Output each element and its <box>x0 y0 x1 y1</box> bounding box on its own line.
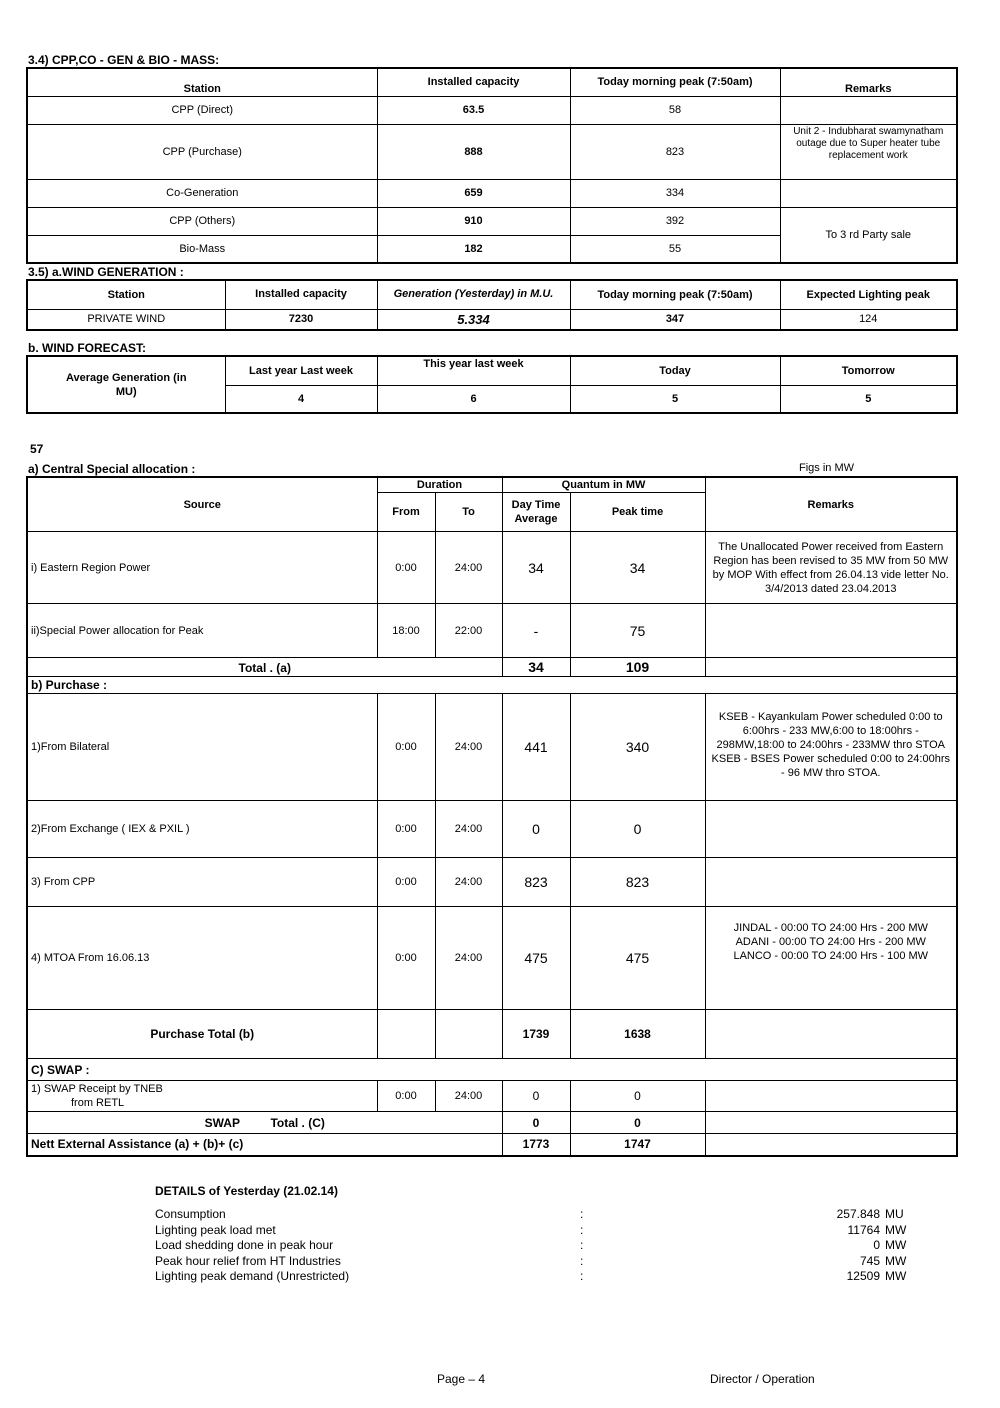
wind-peak: 347 <box>570 309 780 330</box>
swap-total-label-a: SWAP <box>204 1115 240 1130</box>
to-cell: 24:00 <box>435 858 502 907</box>
cpp-header-peak: Today morning peak (7:50am) <box>570 68 780 96</box>
forecast-header: Today <box>570 356 780 385</box>
forecast-row-label: Average Generation (in MU) <box>27 356 225 413</box>
total-a-avg: 34 <box>502 658 570 677</box>
total-a-remarks <box>705 658 957 677</box>
avg-cell: - <box>502 604 570 658</box>
detail-unit: MW <box>885 1253 907 1268</box>
details-heading: DETAILS of Yesterday (21.02.14) <box>155 1184 338 1198</box>
avg-cell: 34 <box>502 532 570 604</box>
from-cell: 0:00 <box>377 694 435 801</box>
forecast-table <box>26 355 958 414</box>
wind-heading: 3.5) a.WIND GENERATION : <box>28 265 184 279</box>
peak-cell: 475 <box>570 907 705 1010</box>
cpp-peak: 334 <box>570 179 780 207</box>
detail-unit: MU <box>885 1207 904 1221</box>
detail-unit: MW <box>885 1222 907 1237</box>
swap-source-line1: 1) SWAP Receipt by TNEB <box>31 1083 163 1095</box>
forecast-header: Tomorrow <box>780 356 957 385</box>
detail-value: 257.848 <box>836 1207 880 1221</box>
source-cell: ii)Special Power allocation for Peak <box>27 604 377 658</box>
detail-sep: : <box>580 1253 584 1268</box>
from-cell: 0:00 <box>377 532 435 604</box>
wind-capacity: 7230 <box>225 309 377 330</box>
swap-total-avg: 0 <box>502 1112 570 1134</box>
avg-cell: 475 <box>502 907 570 1010</box>
purchase-heading: b) Purchase : <box>27 677 957 694</box>
nett-avg: 1773 <box>502 1134 570 1156</box>
to-cell: 24:00 <box>435 1081 502 1112</box>
to-cell: 24:00 <box>435 694 502 801</box>
source-cell: 4) MTOA From 16.06.13 <box>27 907 377 1010</box>
detail-value: 11764 <box>847 1222 880 1237</box>
total-a-peak: 109 <box>570 658 705 677</box>
from-cell: 18:00 <box>377 604 435 658</box>
remarks-cell <box>705 604 957 658</box>
peak-cell: 823 <box>570 858 705 907</box>
swap-total-label <box>27 1112 502 1134</box>
cpp-station: Bio-Mass <box>27 235 377 263</box>
purchase-total-from <box>377 1010 435 1059</box>
detail-sep: : <box>580 1207 584 1221</box>
remarks-cell: KSEB - Kayankulam Power scheduled 0:00 to 6:00hrs - 233 MW,6:00 to 18:00hrs - 298MW,18:00 to 24:00hrs - 233MW thro STOA KSEB - BSES Power scheduled 0:00 to 24:00hrs - 96 MW thro STOA. <box>705 694 957 801</box>
detail-unit: MW <box>885 1238 907 1252</box>
forecast-header: This year last week <box>377 356 570 385</box>
forecast-header: Last year Last week <box>225 356 377 385</box>
detail-unit: MW <box>885 1269 907 1283</box>
wind-table <box>26 279 958 331</box>
nett-peak: 1747 <box>570 1134 705 1156</box>
forecast-value: 5 <box>780 385 957 413</box>
cpp-remarks: To 3 rd Party sale <box>780 207 957 263</box>
detail-sep: : <box>580 1269 584 1283</box>
detail-sep: : <box>580 1222 584 1237</box>
swap-source-line2: from RETL <box>71 1097 125 1109</box>
purchase-total-remarks <box>705 1010 957 1059</box>
detail-label: Lighting peak demand (Unrestricted) <box>155 1269 350 1283</box>
wind-header-station: Station <box>27 280 225 309</box>
to-cell: 24:00 <box>435 532 502 604</box>
cpp-capacity: 182 <box>377 235 570 263</box>
cpp-capacity: 888 <box>377 124 570 179</box>
peak-cell: 75 <box>570 604 705 658</box>
source-cell: i) Eastern Region Power <box>27 532 377 604</box>
detail-value: 0 <box>873 1238 880 1252</box>
swap-total-label-b: Total . (C) <box>270 1115 325 1130</box>
header-source: Source <box>27 477 377 532</box>
detail-sep: : <box>580 1238 584 1252</box>
cpp-remarks <box>780 96 957 124</box>
forecast-value: 4 <box>225 385 377 413</box>
detail-value: 745 <box>859 1253 880 1268</box>
swap-heading: C) SWAP : <box>27 1059 957 1081</box>
nett-remarks <box>705 1134 957 1156</box>
wind-header-generation: Generation (Yesterday) in M.U. <box>377 280 570 309</box>
central-allocation-heading: a) Central Special allocation : <box>28 462 196 476</box>
remarks-cell <box>705 858 957 907</box>
signature: Director / Operation <box>710 1372 815 1386</box>
source-cell: 1)From Bilateral <box>27 694 377 801</box>
remarks-cell: The Unallocated Power received from Eastern Region has been revised to 35 MW from 50 MW by MOP With effect from 26.04.13 vide letter No. 3/4/2013 dated 23.04.2013 <box>705 532 957 604</box>
cpp-peak: 55 <box>570 235 780 263</box>
purchase-total-label: Purchase Total (b) <box>27 1010 377 1059</box>
detail-value: 12509 <box>846 1269 880 1283</box>
from-cell: 0:00 <box>377 907 435 1010</box>
swap-total-peak: 0 <box>570 1112 705 1134</box>
purchase-total-peak: 1638 <box>570 1010 705 1059</box>
cpp-table <box>26 67 958 264</box>
cpp-header-remarks: Remarks <box>780 68 957 96</box>
header-day-avg: Day Time Average <box>502 493 570 532</box>
details-units <box>885 1207 925 1285</box>
peak-cell: 34 <box>570 532 705 604</box>
header-quantum: Quantum in MW <box>502 477 705 493</box>
forecast-value: 5 <box>570 385 780 413</box>
source-cell: 3) From CPP <box>27 858 377 907</box>
wind-generation: 5.334 <box>377 309 570 330</box>
cpp-remarks <box>780 179 957 207</box>
cpp-header-station: Station <box>27 68 377 96</box>
peak-cell: 340 <box>570 694 705 801</box>
swap-source-cell <box>27 1081 377 1112</box>
purchase-total-avg: 1739 <box>502 1010 570 1059</box>
section-number: 57 <box>30 442 44 456</box>
cpp-station: CPP (Others) <box>27 207 377 235</box>
purchase-total-to <box>435 1010 502 1059</box>
forecast-heading: b. WIND FORECAST: <box>28 341 146 355</box>
header-from: From <box>377 493 435 532</box>
from-cell: 0:00 <box>377 1081 435 1112</box>
detail-label: Consumption <box>155 1207 226 1221</box>
forecast-value: 6 <box>377 385 570 413</box>
cpp-peak: 58 <box>570 96 780 124</box>
wind-expected: 124 <box>780 309 957 330</box>
cpp-capacity: 659 <box>377 179 570 207</box>
nett-label: Nett External Assistance (a) + (b)+ (c) <box>27 1134 502 1156</box>
avg-cell: 0 <box>502 801 570 858</box>
from-cell: 0:00 <box>377 858 435 907</box>
header-to: To <box>435 493 502 532</box>
details-separators <box>580 1207 590 1285</box>
cpp-heading: 3.4) CPP,CO - GEN & BIO - MASS: <box>28 53 220 67</box>
page-number: Page – 4 <box>437 1372 486 1386</box>
header-remarks: Remarks <box>705 477 957 532</box>
wind-header-peak: Today morning peak (7:50am) <box>570 280 780 309</box>
cpp-station: CPP (Purchase) <box>27 124 377 179</box>
wind-header-capacity: Installed capacity <box>225 280 377 309</box>
avg-cell: 823 <box>502 858 570 907</box>
remarks-cell <box>705 801 957 858</box>
details-values <box>780 1207 880 1285</box>
cpp-capacity: 63.5 <box>377 96 570 124</box>
to-cell: 22:00 <box>435 604 502 658</box>
cpp-remarks: Unit 2 - Indubharat swamynatham outage due to Super heater tube replacement work <box>780 124 957 179</box>
cpp-station: Co-Generation <box>27 179 377 207</box>
to-cell: 24:00 <box>435 801 502 858</box>
peak-cell: 0 <box>570 1081 705 1112</box>
header-peak: Peak time <box>570 493 705 532</box>
detail-label: Peak hour relief from HT Industries <box>155 1253 341 1268</box>
remarks-cell: JINDAL - 00:00 TO 24:00 Hrs - 200 MW ADANI - 00:00 TO 24:00 Hrs - 200 MW LANCO - 00:00 TO 24:00 Hrs - 100 MW <box>705 907 957 1010</box>
detail-label: Load shedding done in peak hour <box>155 1238 334 1252</box>
detail-label: Lighting peak load met <box>155 1222 276 1237</box>
source-cell: 2)From Exchange ( IEX & PXIL ) <box>27 801 377 858</box>
avg-cell: 0 <box>502 1081 570 1112</box>
cpp-capacity: 910 <box>377 207 570 235</box>
cpp-header-capacity: Installed capacity <box>377 68 570 96</box>
cpp-peak: 823 <box>570 124 780 179</box>
figs-note: Figs in MW <box>799 462 854 474</box>
peak-cell: 0 <box>570 801 705 858</box>
total-a-label: Total . (a) <box>27 658 502 677</box>
details-labels <box>155 1207 455 1285</box>
cpp-peak: 392 <box>570 207 780 235</box>
avg-cell: 441 <box>502 694 570 801</box>
swap-total-remarks <box>705 1112 957 1134</box>
from-cell: 0:00 <box>377 801 435 858</box>
remarks-cell <box>705 1081 957 1112</box>
header-duration: Duration <box>377 477 502 493</box>
wind-station: PRIVATE WIND <box>27 309 225 330</box>
wind-header-expected: Expected Lighting peak <box>780 280 957 309</box>
cpp-station: CPP (Direct) <box>27 96 377 124</box>
to-cell: 24:00 <box>435 907 502 1010</box>
allocation-table <box>26 476 958 1157</box>
